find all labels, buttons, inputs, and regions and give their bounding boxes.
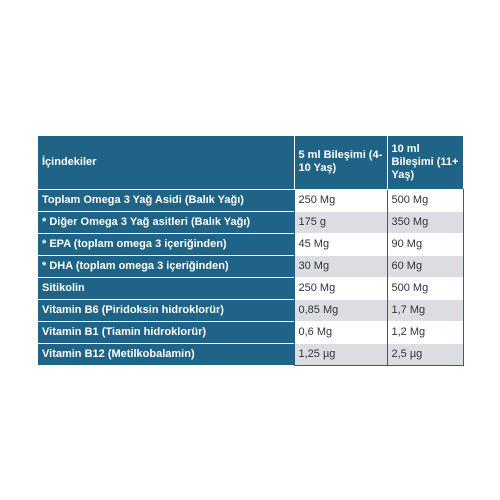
row-ingredient-name: * DHA (toplam omega 3 içeriğinden) xyxy=(38,255,294,277)
row-value-10ml: 500 Mg xyxy=(387,189,463,211)
table-row xyxy=(38,211,463,233)
header-ingredients: İçindekiler xyxy=(38,136,294,189)
row-value-5ml: 1,25 µg xyxy=(294,343,387,365)
table-row xyxy=(38,233,463,255)
row-value-5ml: 250 Mg xyxy=(294,277,387,299)
row-value-10ml: 1,7 Mg xyxy=(387,299,463,321)
row-value-5ml: 45 Mg xyxy=(294,233,387,255)
row-ingredient-name: Vitamin B1 (Tiamin hidroklorür) xyxy=(38,321,294,343)
row-ingredient-name: * EPA (toplam omega 3 içeriğinden) xyxy=(38,233,294,255)
table-row xyxy=(38,299,463,321)
table-row xyxy=(38,277,463,299)
table-row xyxy=(38,255,463,277)
table-row xyxy=(38,321,463,343)
header-5ml: 5 ml Bileşimi (4-10 Yaş) xyxy=(294,136,387,189)
table-header-row xyxy=(38,136,463,189)
row-value-5ml: 0,85 Mg xyxy=(294,299,387,321)
row-value-5ml: 250 Mg xyxy=(294,189,387,211)
row-ingredient-name: Vitamin B12 (Metilkobalamin) xyxy=(38,343,294,365)
row-value-10ml: 500 Mg xyxy=(387,277,463,299)
ingredients-table xyxy=(38,136,464,366)
row-ingredient-name: Sitikolin xyxy=(38,277,294,299)
row-value-5ml: 0,6 Mg xyxy=(294,321,387,343)
row-value-5ml: 175 g xyxy=(294,211,387,233)
header-10ml: 10 ml Bileşimi (11+ Yaş) xyxy=(387,136,463,189)
table-row xyxy=(38,343,463,365)
row-ingredient-name: * Diğer Omega 3 Yağ asitleri (Balık Yağı) xyxy=(38,211,294,233)
row-ingredient-name: Vitamin B6 (Piridoksin hidroklorür) xyxy=(38,299,294,321)
row-value-10ml: 90 Mg xyxy=(387,233,463,255)
table-row xyxy=(38,189,463,211)
row-ingredient-name: Toplam Omega 3 Yağ Asidi (Balık Yağı) xyxy=(38,189,294,211)
row-value-10ml: 60 Mg xyxy=(387,255,463,277)
row-value-5ml: 30 Mg xyxy=(294,255,387,277)
row-value-10ml: 350 Mg xyxy=(387,211,463,233)
row-value-10ml: 1,2 Mg xyxy=(387,321,463,343)
row-value-10ml: 2,5 µg xyxy=(387,343,463,365)
